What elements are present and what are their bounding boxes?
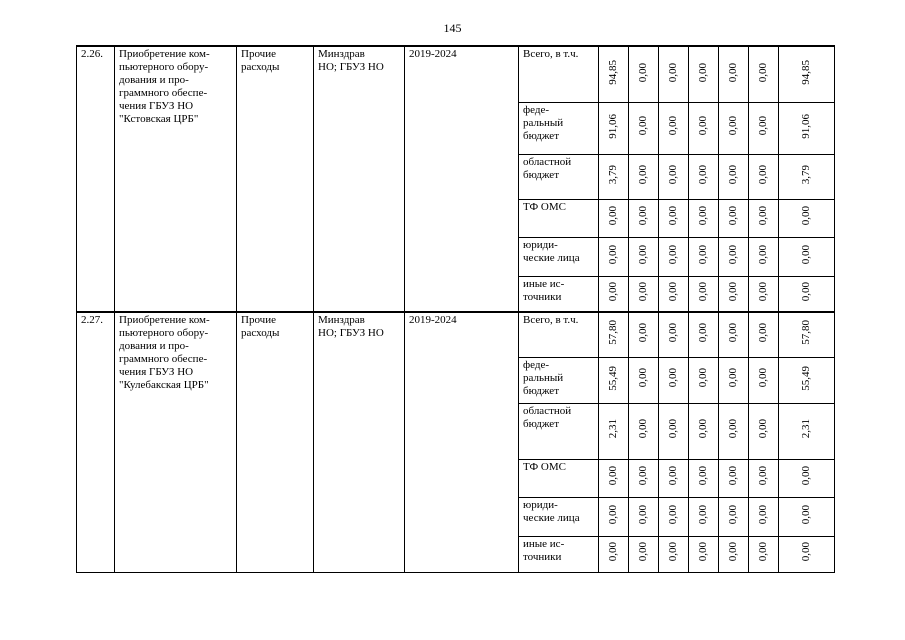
amount-value: 0,00 <box>757 368 769 388</box>
amount-value: 0,00 <box>757 323 769 343</box>
amount-cell <box>689 497 719 536</box>
amount-cell <box>599 102 629 154</box>
amount-cell <box>779 199 835 237</box>
amount-cell <box>779 276 835 312</box>
amount-cell <box>749 276 779 312</box>
amount-cell <box>599 357 629 403</box>
amount-value: 0,00 <box>757 419 769 439</box>
amount-value: 91,06 <box>607 113 619 139</box>
amount-value: 0,00 <box>727 419 739 439</box>
funding-source-cell: юриди- ческие лица <box>519 497 599 536</box>
amount-value: 0,00 <box>727 164 739 185</box>
amount-cell <box>629 536 659 572</box>
amount-value: 55,49 <box>607 365 619 391</box>
funding-source-cell: Всего, в т.ч. <box>519 46 599 102</box>
funding-source-cell: областной бюджет <box>519 403 599 459</box>
amount-cell <box>629 459 659 497</box>
amount-cell <box>749 459 779 497</box>
amount-value: 0,00 <box>727 542 739 562</box>
amount-value: 0,00 <box>637 282 649 302</box>
amount-value: 0,00 <box>697 244 709 265</box>
amount-cell <box>749 46 779 102</box>
amount-cell <box>719 357 749 403</box>
amount-value: 0,00 <box>697 164 709 185</box>
amount-value: 0,00 <box>667 368 679 388</box>
amount-cell <box>749 536 779 572</box>
amount-value: 0,00 <box>757 282 769 302</box>
amount-value: 0,00 <box>697 466 709 486</box>
amount-value: 0,00 <box>757 466 769 486</box>
amount-cell <box>749 497 779 536</box>
measure-name-cell: Приобретение ком- пьютерного обору- дования и про- граммного обеспе- чения ГБУЗ НО "Кстовская ЦРБ" <box>115 46 237 312</box>
amount-value: 0,00 <box>697 282 709 302</box>
table-row <box>77 312 835 357</box>
amount-value: 0,00 <box>607 282 619 302</box>
budget-table <box>76 45 835 573</box>
amount-cell <box>659 199 689 237</box>
amount-value: 3,79 <box>607 164 619 185</box>
amount-cell <box>659 102 689 154</box>
funding-source-cell: Всего, в т.ч. <box>519 312 599 357</box>
amount-cell <box>689 102 719 154</box>
amount-cell <box>719 237 749 276</box>
expense-type-cell: Прочие расходы <box>237 46 314 312</box>
amount-cell <box>599 403 629 459</box>
amount-cell <box>719 102 749 154</box>
amount-value: 0,00 <box>637 164 649 185</box>
amount-cell <box>719 312 749 357</box>
amount-value: 0,00 <box>697 368 709 388</box>
amount-cell <box>719 497 749 536</box>
amount-value: 94,85 <box>607 59 619 85</box>
amount-cell <box>689 403 719 459</box>
amount-cell <box>599 46 629 102</box>
funding-source-cell: иные ис- точники <box>519 536 599 572</box>
amount-value: 0,00 <box>637 419 649 439</box>
amount-value: 0,00 <box>607 206 619 226</box>
row-number-cell: 2.27. <box>77 312 115 572</box>
amount-cell <box>629 497 659 536</box>
amount-value: 57,80 <box>607 320 619 346</box>
amount-value: 0,00 <box>697 419 709 439</box>
amount-cell <box>719 536 749 572</box>
amount-value: 0,00 <box>667 244 679 265</box>
amount-value: 0,00 <box>757 244 769 265</box>
amount-cell <box>599 154 629 199</box>
amount-cell <box>599 237 629 276</box>
amount-value: 0,00 <box>697 116 709 136</box>
amount-cell <box>629 154 659 199</box>
amount-value: 0,00 <box>727 206 739 226</box>
amount-cell <box>719 403 749 459</box>
amount-cell <box>629 237 659 276</box>
amount-value: 0,00 <box>727 62 739 82</box>
amount-value: 0,00 <box>800 504 812 525</box>
amount-value: 0,00 <box>727 244 739 265</box>
amount-value: 0,00 <box>800 466 812 486</box>
amount-value: 0,00 <box>727 282 739 302</box>
amount-value: 0,00 <box>607 466 619 486</box>
amount-value: 0,00 <box>757 62 769 82</box>
funding-source-cell: ТФ ОМС <box>519 459 599 497</box>
amount-cell <box>749 102 779 154</box>
row-number-cell: 2.26. <box>77 46 115 312</box>
amount-value: 0,00 <box>697 206 709 226</box>
amount-value: 0,00 <box>607 542 619 562</box>
amount-cell <box>719 46 749 102</box>
amount-value: 0,00 <box>727 504 739 525</box>
amount-cell <box>629 276 659 312</box>
amount-value: 0,00 <box>637 116 649 136</box>
amount-value: 0,00 <box>727 323 739 343</box>
amount-cell <box>689 46 719 102</box>
executor-cell: Минздрав НО; ГБУЗ НО <box>314 312 405 572</box>
amount-value: 0,00 <box>637 323 649 343</box>
amount-cell <box>689 536 719 572</box>
funding-source-cell: феде- ральный бюджет <box>519 102 599 154</box>
executor-cell: Минздрав НО; ГБУЗ НО <box>314 46 405 312</box>
amount-value: 3,79 <box>800 164 812 185</box>
amount-cell <box>689 154 719 199</box>
funding-source-cell: феде- ральный бюджет <box>519 357 599 403</box>
amount-cell <box>659 237 689 276</box>
amount-value: 0,00 <box>697 504 709 525</box>
budget-table-body <box>77 46 835 572</box>
amount-cell <box>749 199 779 237</box>
amount-value: 0,00 <box>637 368 649 388</box>
amount-cell <box>689 199 719 237</box>
amount-value: 0,00 <box>667 323 679 343</box>
amount-value: 0,00 <box>697 62 709 82</box>
amount-value: 0,00 <box>667 206 679 226</box>
amount-cell <box>599 199 629 237</box>
amount-value: 0,00 <box>727 116 739 136</box>
amount-cell <box>779 357 835 403</box>
amount-cell <box>719 459 749 497</box>
amount-cell <box>749 237 779 276</box>
amount-cell <box>719 199 749 237</box>
funding-source-cell: иные ис- точники <box>519 276 599 312</box>
amount-value: 0,00 <box>697 542 709 562</box>
amount-cell <box>599 536 629 572</box>
amount-value: 2,31 <box>607 419 619 439</box>
amount-cell <box>629 199 659 237</box>
amount-value: 91,06 <box>800 113 812 139</box>
amount-value: 0,00 <box>667 164 679 185</box>
amount-value: 0,00 <box>757 504 769 525</box>
amount-value: 0,00 <box>667 116 679 136</box>
amount-cell <box>659 536 689 572</box>
amount-cell <box>599 276 629 312</box>
amount-cell <box>599 459 629 497</box>
amount-cell <box>659 46 689 102</box>
amount-value: 0,00 <box>757 164 769 185</box>
amount-cell <box>749 154 779 199</box>
amount-value: 0,00 <box>667 542 679 562</box>
table-row <box>77 46 835 102</box>
measure-name-cell: Приобретение ком- пьютерного обору- дования и про- граммного обеспе- чения ГБУЗ НО "Кулебакская ЦРБ" <box>115 312 237 572</box>
amount-value: 0,00 <box>667 62 679 82</box>
amount-cell <box>779 403 835 459</box>
amount-cell <box>779 459 835 497</box>
amount-cell <box>719 154 749 199</box>
page-number: 145 <box>443 21 462 35</box>
amount-value: 0,00 <box>637 504 649 525</box>
amount-value: 0,00 <box>727 466 739 486</box>
amount-cell <box>749 403 779 459</box>
amount-cell <box>749 357 779 403</box>
amount-value: 57,80 <box>800 320 812 346</box>
amount-cell <box>659 459 689 497</box>
amount-cell <box>689 357 719 403</box>
amount-cell <box>659 312 689 357</box>
amount-value: 0,00 <box>697 323 709 343</box>
period-cell: 2019-2024 <box>405 46 519 312</box>
amount-cell <box>689 312 719 357</box>
funding-source-cell: ТФ ОМС <box>519 199 599 237</box>
amount-cell <box>629 403 659 459</box>
amount-cell <box>749 312 779 357</box>
amount-value: 0,00 <box>637 206 649 226</box>
amount-cell <box>599 312 629 357</box>
amount-cell <box>779 312 835 357</box>
amount-cell <box>719 276 749 312</box>
amount-value: 0,00 <box>757 116 769 136</box>
amount-cell <box>659 497 689 536</box>
amount-cell <box>779 536 835 572</box>
amount-value: 55,49 <box>800 365 812 391</box>
amount-cell <box>629 46 659 102</box>
amount-value: 0,00 <box>800 206 812 226</box>
amount-cell <box>689 459 719 497</box>
amount-cell <box>689 237 719 276</box>
amount-cell <box>779 497 835 536</box>
amount-value: 0,00 <box>667 282 679 302</box>
amount-cell <box>779 102 835 154</box>
amount-cell <box>599 497 629 536</box>
amount-value: 0,00 <box>637 62 649 82</box>
amount-value: 94,85 <box>800 59 812 85</box>
funding-source-cell: областной бюджет <box>519 154 599 199</box>
amount-value: 0,00 <box>607 244 619 265</box>
amount-cell <box>629 312 659 357</box>
period-cell: 2019-2024 <box>405 312 519 572</box>
amount-value: 0,00 <box>727 368 739 388</box>
amount-cell <box>659 276 689 312</box>
amount-cell <box>659 154 689 199</box>
amount-value: 0,00 <box>607 504 619 525</box>
amount-value: 0,00 <box>637 466 649 486</box>
amount-cell <box>779 237 835 276</box>
amount-value: 0,00 <box>667 419 679 439</box>
amount-value: 0,00 <box>757 542 769 562</box>
amount-value: 0,00 <box>757 206 769 226</box>
amount-value: 0,00 <box>637 542 649 562</box>
amount-cell <box>629 357 659 403</box>
amount-value: 0,00 <box>667 504 679 525</box>
amount-cell <box>659 357 689 403</box>
amount-value: 0,00 <box>667 466 679 486</box>
amount-value: 0,00 <box>800 244 812 265</box>
amount-value: 0,00 <box>800 282 812 302</box>
amount-value: 0,00 <box>800 542 812 562</box>
expense-type-cell: Прочие расходы <box>237 312 314 572</box>
amount-value: 2,31 <box>800 419 812 439</box>
amount-cell <box>779 154 835 199</box>
amount-cell <box>659 403 689 459</box>
amount-cell <box>629 102 659 154</box>
amount-cell <box>779 46 835 102</box>
funding-source-cell: юриди- ческие лица <box>519 237 599 276</box>
amount-value: 0,00 <box>637 244 649 265</box>
amount-cell <box>689 276 719 312</box>
